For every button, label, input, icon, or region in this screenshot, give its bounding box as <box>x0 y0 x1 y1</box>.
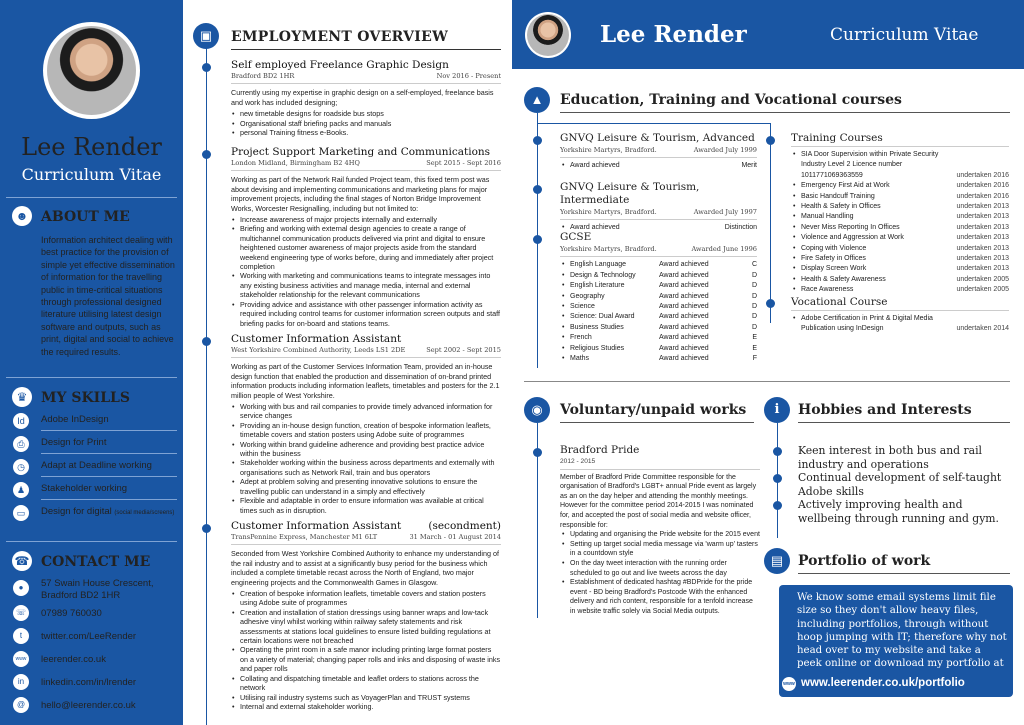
about-heading: ABOUT ME <box>41 209 130 225</box>
list-item: • Setting up target social media message via 'warm up' tasters in a countdown style <box>560 540 760 559</box>
vocational-row: • Adobe Certification in Print & Digital Media Publication using InDesign undertaken 2014 <box>791 314 1009 335</box>
grade-row: • French Award achieved E <box>560 333 757 343</box>
training-row: • Race Awareness undertaken 2005 <box>791 285 1009 295</box>
contact-heading: CONTACT ME <box>41 554 151 570</box>
list-item: • Flexible and adaptable in order to ensure information was available at critical times such as in disruption. <box>231 496 501 515</box>
training-courses <box>791 132 1009 296</box>
twitter-link[interactable]: twitter.com/LeeRender <box>41 631 137 642</box>
training-title: Training Courses <box>791 132 1009 147</box>
twitter-icon: t <box>13 628 29 644</box>
job-title: Self employed Freelance Graphic Design <box>231 59 449 71</box>
skill-item <box>0 456 183 478</box>
list-item: • Providing an in-house design function, creation of bespoke information leaflets, timetable covers and station posters using Adobe suite of programmes <box>231 421 501 440</box>
training-row: • Health & Safety Awareness undertaken 2005 <box>791 275 1009 285</box>
divider <box>798 422 1010 423</box>
grade-row: • Business Studies Award achieved D <box>560 323 757 333</box>
training-row: • Fire Safety in Offices undertaken 2013 <box>791 254 1009 264</box>
linkedin-icon: in <box>13 674 29 690</box>
list-item: • new timetable designs for roadside bus stops <box>231 109 501 118</box>
course-meta: Yorkshire Martyrs, Bradford. Awarded June 1996 <box>560 244 757 257</box>
screen-icon: ▭ <box>13 505 29 521</box>
training-row: • Emergency First Aid at Work undertaken 2016 <box>791 181 1009 191</box>
training-row: • Display Screen Work undertaken 2013 <box>791 264 1009 274</box>
graduation-cap-icon: ▲ <box>524 87 550 113</box>
training-row: • Violence and Aggression at Work undertaken 2013 <box>791 233 1009 243</box>
grade-row: • Science Award achieved D <box>560 302 757 312</box>
list-item: • Organisational staff briefing packs and manuals <box>231 119 501 128</box>
job-entry <box>231 59 501 137</box>
linkedin-link[interactable]: linkedin.com/in/lrender <box>41 677 137 688</box>
skill-item <box>0 479 183 501</box>
job-entry <box>231 146 501 328</box>
divider <box>798 573 1010 574</box>
job-description: Working as part of the Customer Services Information Team, provided an in-house design function that enabled the production and dissemination of on-brand printed information products including information leaflets, timetables and posters for the 2.1 million people of West Yorkshire. <box>231 362 500 400</box>
book-icon: ▤ <box>764 548 790 574</box>
course-entry <box>560 132 757 172</box>
timeline-dot <box>202 524 211 533</box>
address-line-1: 57 Swain House Crescent, <box>41 578 154 589</box>
voluntary-bullets <box>560 530 760 616</box>
list-item: • Creation of bespoke information leaflets, timetable covers and station posters using Adobe suite of programmes <box>231 589 501 608</box>
clock-icon: ◷ <box>13 459 29 475</box>
handshake-icon: ◉ <box>524 397 550 423</box>
job-bullets <box>231 215 501 328</box>
timeline-dot <box>533 136 542 145</box>
job-meta <box>231 159 501 171</box>
list-item: • Increase awareness of major projects internally and externally <box>231 215 501 224</box>
list-item: • Creation and installation of station dressings using banner wraps and low-tack adhesive vinyl whilst working within railway safety statements and risk assessments at stations local guidelines to ensure listed building regulations at certain locations were not breached <box>231 608 501 646</box>
skill-label: Design for digital (social media/screens) <box>41 506 175 517</box>
list-item: • personal Training fitness e-Books. <box>231 128 501 137</box>
job-dates: Nov 2016 - Present <box>436 72 501 80</box>
education-heading: Education, Training and Vocational courses <box>560 92 902 108</box>
timeline-dot <box>773 447 782 456</box>
job-bullets <box>231 109 501 137</box>
person-icon: ☻ <box>12 206 32 226</box>
job-location: London Midland, Birmingham B2 4HQ <box>231 159 360 167</box>
job-bullets <box>231 402 501 515</box>
training-row: • Basic Handcuff Training undertaken 2016 <box>791 192 1009 202</box>
divider <box>6 541 177 542</box>
skill-label: Adobe InDesign <box>41 414 109 425</box>
hobby-item: Continual development of self-taught Adobe skills <box>798 471 1002 498</box>
www-icon: www <box>13 651 29 667</box>
skill-item <box>0 433 183 455</box>
divider <box>231 49 501 50</box>
divider <box>6 377 177 378</box>
timeline-dot <box>202 337 211 346</box>
course-meta: Yorkshire Martyrs, Bradford. Awarded July 1999 <box>560 145 757 158</box>
phone-icon: ☎ <box>12 551 32 571</box>
voluntary-entry <box>560 444 760 617</box>
vocational-title: Vocational Course <box>791 296 1009 311</box>
course-entry <box>560 181 757 234</box>
list-item: • Updating and organising the Pride website for the 2015 event <box>560 530 760 540</box>
grade-row: • Award achieved Merit <box>560 161 757 171</box>
email-icon: @ <box>13 697 29 713</box>
timeline-dot <box>533 448 542 457</box>
job-description: Seconded from West Yorkshire Combined Authority to enhance my understanding of the rail industry and to assist at a significantly busy period for the business which included a complete timetable recast across the North of England, two major engineering projects and the Commonwealth Games in Glasgow. <box>231 549 499 587</box>
skills-heading: MY SKILLS <box>41 390 130 406</box>
divider <box>560 422 754 423</box>
course-title: GNVQ Leisure & Tourism, Intermediate <box>560 181 700 206</box>
avatar-photo <box>47 26 136 115</box>
list-item: • Providing advice and assistance with other passenger information activity as required including control teams for customer information screen outputs and staff briefing packs for on-board and stations teams. <box>231 300 501 328</box>
portfolio-heading: Portfolio of work <box>798 553 931 569</box>
job-dates: 31 March - 01 August 2014 <box>409 533 501 541</box>
hobby-item: Keen interest in both bus and rail industry and operations <box>798 444 982 471</box>
skill-label: Stakeholder working <box>41 483 128 494</box>
skill-item <box>0 502 183 524</box>
job-entry <box>231 520 501 711</box>
grade-row: • Geography Award achieved D <box>560 292 757 302</box>
list-item: • Briefing and working with external design agencies to create a range of multichannel communication products delivered via print and digital to ensure heightened customer awareness of major projects aside from the standard weekend engineering type of works before, during and immediately after project completion <box>231 224 501 271</box>
course-title: GCSE <box>560 231 592 243</box>
divider <box>524 381 1010 382</box>
course-entry <box>560 231 757 364</box>
course-meta: Yorkshire Martyrs, Bradford. Awarded July 1997 <box>560 207 757 220</box>
grade-row: • English Language Award achieved C <box>560 260 757 270</box>
job-location: TransPennine Express, Manchester M1 6LT <box>231 533 378 541</box>
grade-row: • Science: Dual Award Award achieved D <box>560 312 757 322</box>
job-title: Customer Information Assistant (secondment) <box>231 520 501 532</box>
job-location: Bradford BD2 1HR <box>231 72 295 80</box>
list-item: • On the day tweet interaction with the running order scheduled to go out and live tweets across the day <box>560 559 760 578</box>
voluntary-title: Bradford Pride <box>560 444 640 456</box>
list-item: • Working with bus and rail companies to provide timely advanced information for service changes <box>231 402 501 421</box>
timeline-dot <box>533 185 542 194</box>
info-icon: i <box>764 397 790 423</box>
grade-row: • Maths Award achieved F <box>560 354 757 364</box>
header-avatar-photo <box>527 14 569 56</box>
header-subtitle: Curriculum Vitae <box>830 25 979 45</box>
list-item: • Collating and dispatching timetable and leaflet orders to stations across the network <box>231 674 501 693</box>
job-dates: Sept 2015 - Sept 2016 <box>426 159 501 167</box>
hobbies-heading: Hobbies and Interests <box>798 402 972 418</box>
about-text: Information architect dealing with best practice for the provision of simple yet effective dissemination of information for the travelling public in time-critical situations through professional designed literature utilising latest design software and outputs, such as print, digital and social to achieve the required results. <box>41 235 175 357</box>
sidebar-name: Lee Render <box>21 133 162 161</box>
job-title: Project Support Marketing and Communications <box>231 146 491 158</box>
job-entry <box>231 333 501 515</box>
job-meta <box>231 346 501 358</box>
grade-row: • Religious Studies Award achieved E <box>560 344 757 354</box>
timeline-line <box>206 45 207 725</box>
timeline-dot <box>202 63 211 72</box>
voluntary-dates: 2012 - 2015 <box>560 457 760 470</box>
skill-sublabel: (social media/screens) <box>114 510 175 516</box>
timeline-dot <box>773 474 782 483</box>
timeline-dot <box>766 136 775 145</box>
website-link[interactable]: leerender.co.uk <box>41 654 106 665</box>
www-icon: www <box>782 677 796 691</box>
people-icon: ♟ <box>13 482 29 498</box>
timeline-dot <box>202 150 211 159</box>
training-row: • SIA Door Supervision within Private Security Industry Level 2 Licence number 1011771069363559 undertaken 2016 <box>791 150 1009 181</box>
job-bullets <box>231 589 501 711</box>
course-title: GNVQ Leisure & Tourism, Advanced <box>560 132 755 144</box>
grade-row: • English Literature Award achieved D <box>560 281 757 291</box>
list-item: • Operating the print room in a safe manor including printing large format posters on a variety of material; changing paper rolls and inks and disposing of waste inks and paper rolls <box>231 645 501 673</box>
training-row: • Manual Handling undertaken 2013 <box>791 212 1009 222</box>
employment-heading: EMPLOYMENT OVERVIEW <box>231 29 449 45</box>
job-title: Customer Information Assistant <box>231 333 402 345</box>
skill-label: Adapt at Deadline working <box>41 460 152 471</box>
job-description: Currently using my expertise in graphic design on a self-employed, freelance basis and work has included designing; <box>231 88 494 107</box>
list-item: • Adept at problem solving and presenting innovative solutions to ensure the travelling public can understand in a simply and effectively <box>231 477 501 496</box>
indesign-icon: Id <box>13 413 29 429</box>
voluntary-description: Member of Bradford Pride Committee responsible for the organisation of Bradford's LGBT+ annual Pride event as largely as an on the day helper and attending the monthly meetings. However for the committee period 2014-2015 I was nominated for, and accepted the post of social media and website officer, responsible for: <box>560 473 757 529</box>
job-meta <box>231 72 501 84</box>
skill-item <box>0 410 183 432</box>
briefcase-icon: ▣ <box>193 23 219 49</box>
list-item: • Working within brand guideline adherence and providing best practice advice within the business <box>231 440 501 459</box>
timeline-dot <box>533 235 542 244</box>
job-title-note: (secondment) <box>428 520 501 532</box>
grade-row: • Design & Technology Award achieved D <box>560 271 757 281</box>
hobby-item: Actively improving health and wellbeing through running and gym. <box>798 498 999 525</box>
mobile-phone-icon: ☏ <box>13 605 29 621</box>
header-name: Lee Render <box>600 21 747 48</box>
skill-label: Design for Print <box>41 437 107 448</box>
job-description: Working as part of the Network Rail funded Project team, this fixed term post was about devising and implementing communications and marketing plans for major improvement projects, including the final stages of Norton Bridge Improvement Works, Worcester Resignalling, including but not limited to: <box>231 175 490 213</box>
list-item: • Working with marketing and communications teams to integrate messages into any existing business activities and manage media, internal and external stakeholder relationship for the relevant communications <box>231 271 501 299</box>
training-row: • Health & Safety in Offices undertaken 2013 <box>791 202 1009 212</box>
list-item: • Stakeholder working within the business across departments and externally with organisations such as Network Rail, train and bus operators <box>231 458 501 477</box>
timeline-dot <box>766 299 775 308</box>
timeline-dot <box>773 501 782 510</box>
portfolio-link[interactable]: www.leerender.co.uk/portfolio <box>801 677 965 689</box>
email-link[interactable]: hello@leerender.co.uk <box>41 700 136 711</box>
list-item: • Utilising rail industry systems such as VoyagerPlan and TRUST systems <box>231 693 501 702</box>
address-line-2: Bradford BD2 1HR <box>41 590 121 601</box>
crown-icon: ♛ <box>12 387 32 407</box>
training-row: • Never Miss Reporting In Offices undertaken 2013 <box>791 223 1009 233</box>
divider <box>560 112 1010 113</box>
job-dates: Sept 2002 - Sept 2015 <box>426 346 501 354</box>
portfolio-text: We know some email systems limit file size so they don't allow heavy files, including portfolios, through without hoop jumping with IT; therefore why not head over to my website and take a peek online or download my portfolio at <box>797 592 1007 670</box>
location-pin-icon: ● <box>13 580 29 596</box>
vocational-course <box>791 296 1009 335</box>
list-item: • Internal and external stakeholder working. <box>231 702 501 711</box>
training-row: • Coping with Violence undertaken 2013 <box>791 244 1009 254</box>
job-location: West Yorkshire Combined Authority, Leeds LS1 2DE <box>231 346 406 354</box>
divider <box>6 197 177 198</box>
timeline-line <box>770 123 771 323</box>
grade-row: • Award achieved Distinction <box>560 223 757 233</box>
voluntary-heading: Voluntary/unpaid works <box>560 402 747 418</box>
print-icon: ⎙ <box>13 436 29 452</box>
sidebar-subtitle: Curriculum Vitae <box>21 165 162 184</box>
job-meta <box>231 533 501 545</box>
list-item: • Establishment of dedicated hashtag #BDPride for the pride event - BD being Bradford's Postcode With the enhanced delivery and rich content, responsible for a tenfold increase in website traffic solely via Social Media outputs. <box>560 578 760 616</box>
phone-number[interactable]: 07989 760030 <box>41 608 102 619</box>
timeline-connector <box>537 123 770 124</box>
